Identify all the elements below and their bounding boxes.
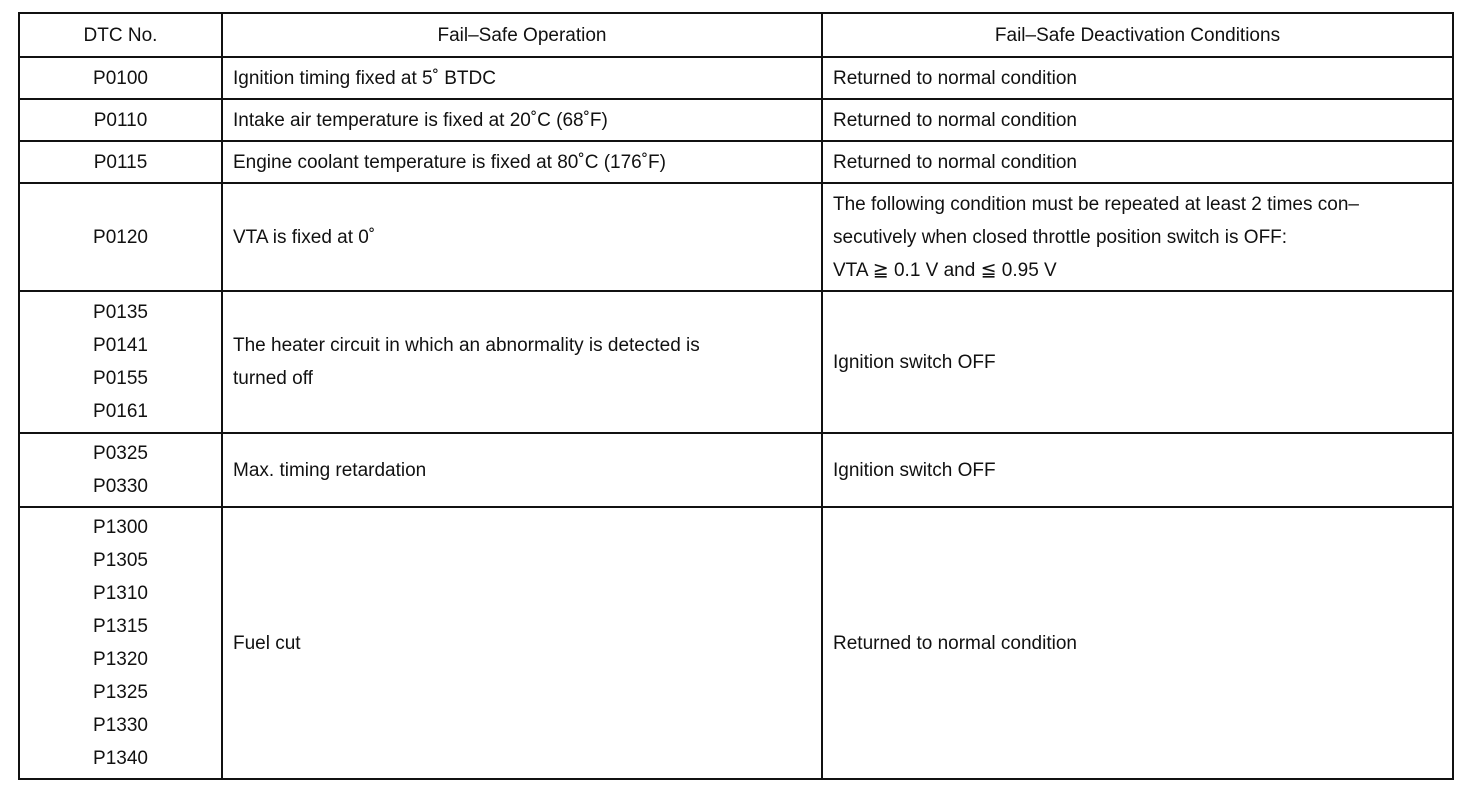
fail-safe-operation-cell xyxy=(222,433,822,507)
dtc-code-cell xyxy=(19,57,222,99)
condition-text: Ignition switch OFF xyxy=(833,459,996,481)
fail-safe-operation-cell xyxy=(222,507,822,779)
dtc-code: P1300 xyxy=(93,517,148,538)
condition-text: The following condition must be repeated at least 2 times con– xyxy=(833,193,1359,215)
deactivation-condition-cell xyxy=(822,99,1453,141)
operation-text: Max. timing retardation xyxy=(233,459,427,481)
table-row xyxy=(19,57,1453,99)
operation-text: turned off xyxy=(233,368,313,389)
table-row xyxy=(19,183,1453,291)
condition-text: Returned to normal condition xyxy=(833,151,1077,173)
dtc-code: P1325 xyxy=(93,682,148,703)
table-row xyxy=(19,433,1453,507)
table-header-row xyxy=(19,13,1453,57)
dtc-code: P0120 xyxy=(93,226,148,248)
dtc-code: P1310 xyxy=(93,583,148,604)
fail-safe-operation-cell xyxy=(222,291,822,433)
deactivation-condition-cell xyxy=(822,507,1453,779)
table-row xyxy=(19,507,1453,779)
dtc-code-cell xyxy=(19,507,222,779)
condition-text: VTA ≧ 0.1 V and ≦ 0.95 V xyxy=(833,259,1057,281)
dtc-code: P1330 xyxy=(93,715,148,736)
fail-safe-operation-cell xyxy=(222,99,822,141)
operation-text: Fuel cut xyxy=(233,632,301,654)
fail-safe-table xyxy=(18,12,1454,780)
dtc-code: P0161 xyxy=(93,401,148,422)
dtc-code: P1305 xyxy=(93,550,148,571)
deactivation-condition-cell xyxy=(822,141,1453,183)
fail-safe-operation-cell xyxy=(222,183,822,291)
header-dtc-no: DTC No. xyxy=(19,13,222,57)
deactivation-condition-cell xyxy=(822,183,1453,291)
dtc-code: P1340 xyxy=(93,748,148,769)
condition-text: Returned to normal condition xyxy=(833,109,1077,131)
dtc-code-cell xyxy=(19,99,222,141)
fail-safe-operation-cell xyxy=(222,141,822,183)
deactivation-condition-cell xyxy=(822,57,1453,99)
dtc-code: P0135 xyxy=(93,302,148,323)
condition-text: secutively when closed throttle position switch is OFF: xyxy=(833,226,1288,248)
header-deactivation-conditions: Fail–Safe Deactivation Conditions xyxy=(822,13,1453,57)
operation-text: Engine coolant temperature is fixed at 80˚C (176˚F) xyxy=(233,151,666,173)
condition-text: Returned to normal condition xyxy=(833,67,1077,89)
dtc-code: P0155 xyxy=(93,368,148,389)
operation-text: VTA is fixed at 0˚ xyxy=(233,226,376,248)
fail-safe-table-container xyxy=(18,12,1454,780)
fail-safe-operation-cell xyxy=(222,57,822,99)
operation-text: The heater circuit in which an abnormality is detected is xyxy=(233,335,700,356)
table-row xyxy=(19,141,1453,183)
dtc-code: P0100 xyxy=(93,67,148,89)
operation-text: Intake air temperature is fixed at 20˚C (68˚F) xyxy=(233,109,608,131)
dtc-code: P1315 xyxy=(93,616,148,637)
operation-text: Ignition timing fixed at 5˚ BTDC xyxy=(233,67,496,89)
dtc-code-cell xyxy=(19,183,222,291)
deactivation-condition-cell xyxy=(822,433,1453,507)
dtc-code: P0110 xyxy=(93,109,148,131)
deactivation-condition-cell xyxy=(822,291,1453,433)
header-fail-safe-operation: Fail–Safe Operation xyxy=(222,13,822,57)
dtc-code-cell xyxy=(19,433,222,507)
table-row xyxy=(19,291,1453,433)
dtc-code-cell xyxy=(19,141,222,183)
dtc-code: P0325 xyxy=(93,443,148,464)
table-body xyxy=(19,57,1453,779)
table-row xyxy=(19,99,1453,141)
dtc-code-cell xyxy=(19,291,222,433)
condition-text: Ignition switch OFF xyxy=(833,351,996,373)
dtc-code: P0141 xyxy=(93,335,148,356)
condition-text: Returned to normal condition xyxy=(833,632,1077,654)
dtc-code: P0115 xyxy=(93,151,148,173)
dtc-code: P0330 xyxy=(93,476,148,497)
dtc-code: P1320 xyxy=(93,649,148,670)
